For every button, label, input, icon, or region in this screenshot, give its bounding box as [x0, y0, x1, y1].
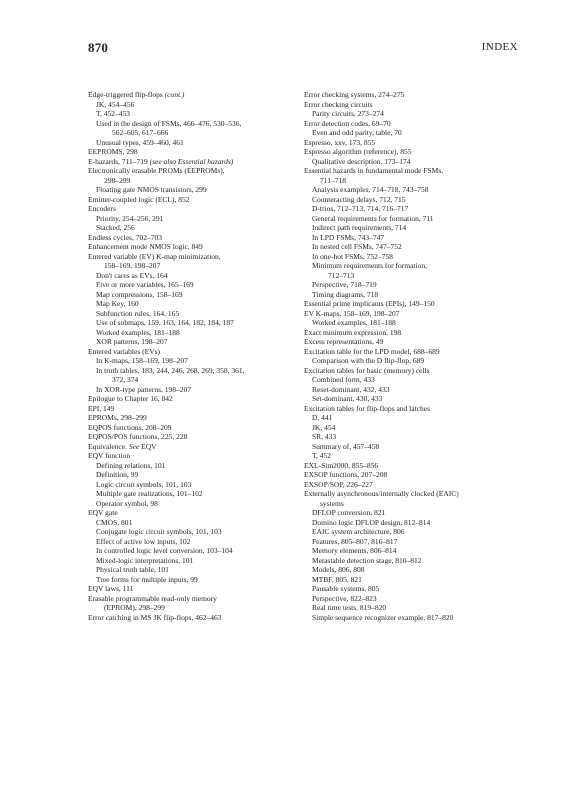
index-entry [304, 613, 519, 623]
index-entry-text: 298–299 [104, 175, 131, 185]
index-entry-text: Encoders [88, 204, 116, 213]
index-entry-text: Qualitative description, 173–174 [312, 156, 411, 166]
index-entry-text: Analysis examples, 714–718, 743–758 [312, 185, 429, 194]
index-entry [304, 128, 519, 138]
index-entry-text: Entered variables (EVs) [88, 346, 161, 356]
index-entry-text: 372, 374 [112, 375, 139, 384]
index-entry [304, 432, 519, 442]
index-entry-text: Defining relations, 101 [96, 460, 166, 470]
index-entry-text: D-trios, 712–713, 714, 716–717 [312, 204, 409, 213]
index-entry [88, 613, 293, 623]
index-entry-text: Logic circuit symbols, 101, 103 [96, 479, 192, 489]
index-entry-text: T, 452 [312, 451, 332, 460]
index-entry [304, 290, 519, 300]
index-entry [304, 575, 519, 585]
index-entry-text: EQV gate [88, 508, 118, 517]
index-entry-text: EQPOS functions, 208–209 [88, 422, 172, 432]
index-entry-text: Perspective, 718–719 [312, 280, 377, 289]
index-entry [304, 356, 519, 366]
index-entry [88, 537, 293, 547]
index-entry-text: Minimum requirements for formation, [312, 261, 427, 270]
index-entry-text: Even and odd parity, table, 70 [312, 128, 402, 137]
index-entry [304, 309, 519, 319]
index-entry [304, 252, 519, 262]
index-entry-text: General requirements for formation, 711 [312, 213, 434, 223]
index-entry-text: Features, 805–807, 816–817 [312, 536, 398, 546]
index-entry-text: EPI, 149 [88, 403, 115, 413]
index-entry-text: 158–169, 198–207 [104, 261, 161, 270]
index-entry-text: Mixed-logic interpretations, 101 [96, 555, 194, 565]
index-entry [304, 537, 519, 547]
index-entry-text: 711–718 [320, 175, 346, 185]
index-entry-text: Effect of active low inputs, 102 [96, 536, 191, 546]
index-entry-text: Counteracting delays, 712, 715 [312, 194, 406, 204]
index-entry-text: T, 452–453 [96, 109, 131, 118]
index-entry [88, 442, 293, 452]
index-entry [88, 214, 293, 224]
index-entry-text: Multiple gate realizations, 101–102 [96, 489, 203, 498]
index-entry-text: CMOS, 801 [96, 517, 133, 527]
index-entry [88, 508, 293, 518]
index-entry-text: EEPROMS, 298 [88, 147, 138, 156]
index-entry-text: EXSOP functions, 207–208 [304, 470, 388, 479]
index-entry [88, 404, 293, 414]
index-entry [88, 413, 293, 423]
running-head: INDEX [481, 41, 518, 53]
page-number: 870 [88, 40, 109, 55]
index-entry-text: Combined form, 433 [312, 375, 375, 384]
index-entry [304, 299, 519, 309]
index-entry-text: In one-hot FSMs, 752–758 [312, 251, 393, 261]
index-entry [304, 546, 519, 556]
index-entry [304, 147, 519, 157]
index-entry [88, 366, 293, 376]
index-entry [304, 223, 519, 233]
index-entry [304, 166, 519, 176]
index-entry-text: Externally asynchronous/internally clocked (EAIC) [304, 489, 459, 498]
index-entry [304, 385, 519, 395]
index-entry-text: Error checking circuits [304, 99, 373, 109]
index-column-left [88, 90, 293, 622]
index-entry-text: Simple sequence recognizer example, 817–820 [312, 612, 454, 622]
index-entry [304, 195, 519, 205]
index-entry [88, 375, 293, 385]
index-entry-text: EAIC system architecture, 806 [312, 527, 405, 536]
index-entry [88, 166, 293, 176]
index-entry-text: JK, 454–456 [96, 99, 135, 109]
index-entry [304, 280, 519, 290]
index-entry [304, 527, 519, 537]
index-entry-text: Indirect path requirements, 714 [312, 223, 407, 232]
index-entry [88, 518, 293, 528]
index-entry [304, 375, 519, 385]
index-entry-text: Models, 806, 808 [312, 565, 365, 574]
index-entry [304, 508, 519, 518]
index-entry [88, 584, 293, 594]
index-entry-text: Floating gate NMOS transistors, 299 [96, 185, 207, 194]
index-entry [88, 423, 293, 433]
index-entry-text: 562–605, 617–666 [112, 128, 169, 137]
index-entry-text: In controlled logic level conversion, 103–104 [96, 546, 233, 555]
index-entry-text: Metastable detection stage, 810–812 [312, 555, 422, 565]
index-entry [304, 366, 519, 376]
index-entry [88, 309, 293, 319]
index-entry-text: In XOR-type patterns, 198–207 [96, 384, 191, 394]
index-entry-text: Real time tests, 819–820 [312, 603, 387, 612]
index-entry [304, 347, 519, 357]
index-entry-text: Priority, 254–256, 291 [96, 213, 164, 223]
index-entry-text: Conjugate logic circuit symbols, 101, 103 [96, 527, 222, 536]
index-entry-text: Excitation tables for flip-flops and latches [304, 403, 431, 413]
index-entry [88, 147, 293, 157]
index-entry-text: DFLOP conversion, 821 [312, 508, 386, 517]
index-entry [304, 461, 519, 471]
index-entry-text: SR, 433 [312, 432, 337, 441]
index-entry [304, 584, 519, 594]
index-entry-text: Equivalence. [88, 441, 127, 451]
index-entry [88, 394, 293, 404]
index-entry [304, 556, 519, 566]
index-entry [304, 337, 519, 347]
index-entry-text: Exact minimum expression, 198 [304, 327, 402, 337]
index-entry [304, 470, 519, 480]
index-entry [88, 280, 293, 290]
index-entry [88, 470, 293, 480]
index-entry [88, 432, 293, 442]
index-entry-text: Worked examples, 181–188 [312, 318, 396, 327]
index-entry [304, 518, 519, 528]
index-entry-text: Epilogue to Chapter 16, 842 [88, 394, 173, 403]
index-entry [88, 109, 293, 119]
index-entry [88, 204, 293, 214]
index-entry-text: In K-maps, 158–169, 198–207 [96, 356, 188, 365]
index-entry [88, 489, 293, 499]
index-entry [88, 575, 293, 585]
index-entry-text: Parity circuits, 273–274 [312, 109, 384, 118]
index-entry-text: Pausable systems, 805 [312, 584, 380, 593]
index-entry-text: Tree forms for multiple inputs, 99 [96, 574, 198, 584]
index-entry-text: Timing diagrams, 718 [312, 289, 379, 299]
index-entry-text: Operator symbol, 98 [96, 498, 158, 508]
index-column-right [304, 90, 519, 622]
index-entry [88, 100, 293, 110]
index-entry [88, 242, 293, 252]
index-entry-text: Enhancement mode NMOS logic, 849 [88, 242, 203, 251]
index-entry [304, 404, 519, 414]
index-entry [304, 242, 519, 252]
index-entry [88, 527, 293, 537]
index-entry-text: EPROMs, 298–299 [88, 413, 147, 422]
index-entry [88, 233, 293, 243]
index-entry [304, 565, 519, 575]
index-entry [304, 318, 519, 328]
index-entry [88, 290, 293, 300]
index-entry-text: Excess representations, 49 [304, 337, 384, 346]
index-entry-text: EV K-maps, 158–169, 198–207 [304, 308, 400, 318]
index-entry-text: EXSOP/SOP, 226–227 [304, 479, 373, 489]
index-entry-text: EXL-Sim2000, 855–856 [304, 460, 379, 470]
index-entry [88, 480, 293, 490]
index-entry-text: EQV laws, 111 [88, 584, 134, 593]
index-entry [88, 461, 293, 471]
index-entry [88, 499, 293, 509]
index-entry-text: Perspective, 822–823 [312, 593, 377, 603]
index-entry-text: Set-dominant, 430, 433 [312, 394, 383, 403]
index-entry [88, 565, 293, 575]
index-entry [304, 394, 519, 404]
index-entry [304, 328, 519, 338]
index-entry [88, 385, 293, 395]
index-entry [88, 128, 293, 138]
index-entry-text: Excitation tables for basic (memory) cells [304, 365, 430, 375]
index-entry-text: Comparison with the D flip-flop, 689 [312, 356, 425, 365]
index-entry-text: Reset-dominant, 432, 433 [312, 384, 390, 394]
index-entry-text: Definition, 99 [96, 470, 139, 479]
index-entry [88, 195, 293, 205]
index-entry [304, 261, 519, 271]
index-entry [304, 90, 519, 100]
index-entry-text: EQV function [88, 451, 131, 460]
index-entry-text: Entered variable (EV) K-map minimization, [88, 251, 221, 261]
index-entry-text: Unusual types, 459–460, 461 [96, 137, 184, 147]
index-entry-cross-reference: (see also Essential hazards) [149, 156, 234, 166]
index-entry-text: Essential hazards in fundamental mode FSMs, [304, 166, 444, 175]
index-entry [88, 119, 293, 129]
index-entry [88, 603, 293, 613]
index-entry-text: Erasable programmable read-only memory [88, 593, 217, 603]
index-entry [304, 100, 519, 110]
index-entry [304, 594, 519, 604]
index-entry-text: Summary of, 457–458 [312, 441, 380, 451]
index-entry [88, 271, 293, 281]
index-entry [88, 223, 293, 233]
index-entry [304, 233, 519, 243]
index-entry-text: Espresso algorithm (reference), 855 [304, 147, 412, 156]
index-entry-text: Subfunction rules, 164, 165 [96, 308, 180, 318]
index-entry [88, 556, 293, 566]
index-entry [88, 157, 293, 167]
index-entry-text: Error checking systems, 274–275 [304, 90, 405, 99]
index-entry [304, 157, 519, 167]
index-entry-text: systems [320, 498, 344, 508]
index-entry-text: Don't cares as EVs, 164 [96, 270, 168, 280]
index-entry [88, 318, 293, 328]
index-entry [88, 261, 293, 271]
index-entry-text: Electronically erasable PROMs (EEPROMs), [88, 166, 225, 175]
index-entry [88, 299, 293, 309]
index-entry-text: Domino logic DFLOP design, 812–814 [312, 517, 431, 527]
index-entry-text: Use of submaps, 159, 163, 164, 182, 184, 187 [96, 318, 234, 327]
index-entry-text: Physical truth table, 101 [96, 565, 169, 574]
index-entry-text: Error catching in MS JK flip-flops, 462–463 [88, 612, 222, 622]
index-entry-text: Espresso, xxv, 173, 855 [304, 137, 376, 147]
index-entry-text: EQPOS/POS functions, 225, 228 [88, 432, 188, 441]
index-entry-text: Excitation table for the LPD model, 688–689 [304, 346, 440, 356]
index-entry [304, 271, 519, 281]
index-entry-text: Used in the design of FSMs, 466–476, 530–536, [96, 118, 242, 128]
index-entry-text: E-hazards, 711–719 [88, 156, 148, 166]
index-entry [88, 451, 293, 461]
index-entry [88, 328, 293, 338]
index-entry-text: Emitter-coupled logic (ECL), 852 [88, 194, 190, 204]
index-entry [304, 119, 519, 129]
index-entry [304, 138, 519, 148]
index-entry [88, 337, 293, 347]
index-entry-text: MTBF, 805, 821 [312, 574, 362, 584]
index-entry [88, 356, 293, 366]
index-entry [88, 185, 293, 195]
index-entry-text: Stacked, 256 [96, 223, 135, 232]
index-entry [304, 204, 519, 214]
index-entry [88, 594, 293, 604]
index-entry [88, 347, 293, 357]
index-entry [88, 90, 293, 100]
index-entry-text: JK, 454 [312, 422, 336, 432]
index-entry [304, 214, 519, 224]
index-entry-cross-reference: (cont.) [164, 90, 185, 99]
index-entry-text: XOR patterns, 198–207 [96, 337, 168, 346]
index-entry [304, 603, 519, 613]
index-entry [88, 546, 293, 556]
index-entry [304, 176, 519, 186]
index-entry-text: Memory elements, 806–814 [312, 546, 397, 555]
index-entry [304, 185, 519, 195]
index-entry-text: Map Key, 160 [96, 299, 139, 308]
index-entry [88, 252, 293, 262]
index-entry-text: 712–713 [328, 270, 355, 280]
index-entry [304, 489, 519, 499]
index-entry-text: Map compressions, 158–169 [96, 289, 183, 299]
index-entry-text: In LPD FSMs, 743–747 [312, 232, 385, 242]
index-entry-text: Five or more variables, 165–169 [96, 280, 194, 289]
index-entry [304, 499, 519, 509]
index-entry-cross-reference: See [128, 441, 140, 451]
index-entry-text: Endless cycles, 702–703 [88, 232, 162, 242]
index-entry-text: In nested cell FSMs, 747–752 [312, 242, 402, 251]
index-entry-text: Error detection codes, 69–70 [304, 118, 391, 128]
index-entry [304, 109, 519, 119]
index-entry-text: D, 441 [312, 413, 333, 422]
index-entry-cross-reference-target: EQV [141, 441, 157, 451]
index-entry-text: In truth tables, 183, 244, 246, 268, 269, 358, 361, [96, 365, 245, 375]
index-entry-text: Essential prime implicants (EPIs), 149–150 [304, 299, 435, 308]
index-entry [88, 176, 293, 186]
index-entry-text: Edge-triggered flip-flops [88, 90, 163, 99]
index-entry [304, 442, 519, 452]
index-entry [304, 423, 519, 433]
index-entry [304, 480, 519, 490]
index-entry [88, 138, 293, 148]
index-entry [304, 413, 519, 423]
index-entry [304, 451, 519, 461]
index-entry-text: (EPROM), 298–299 [104, 603, 165, 612]
index-entry-text: Worked examples, 181–188 [96, 327, 180, 337]
